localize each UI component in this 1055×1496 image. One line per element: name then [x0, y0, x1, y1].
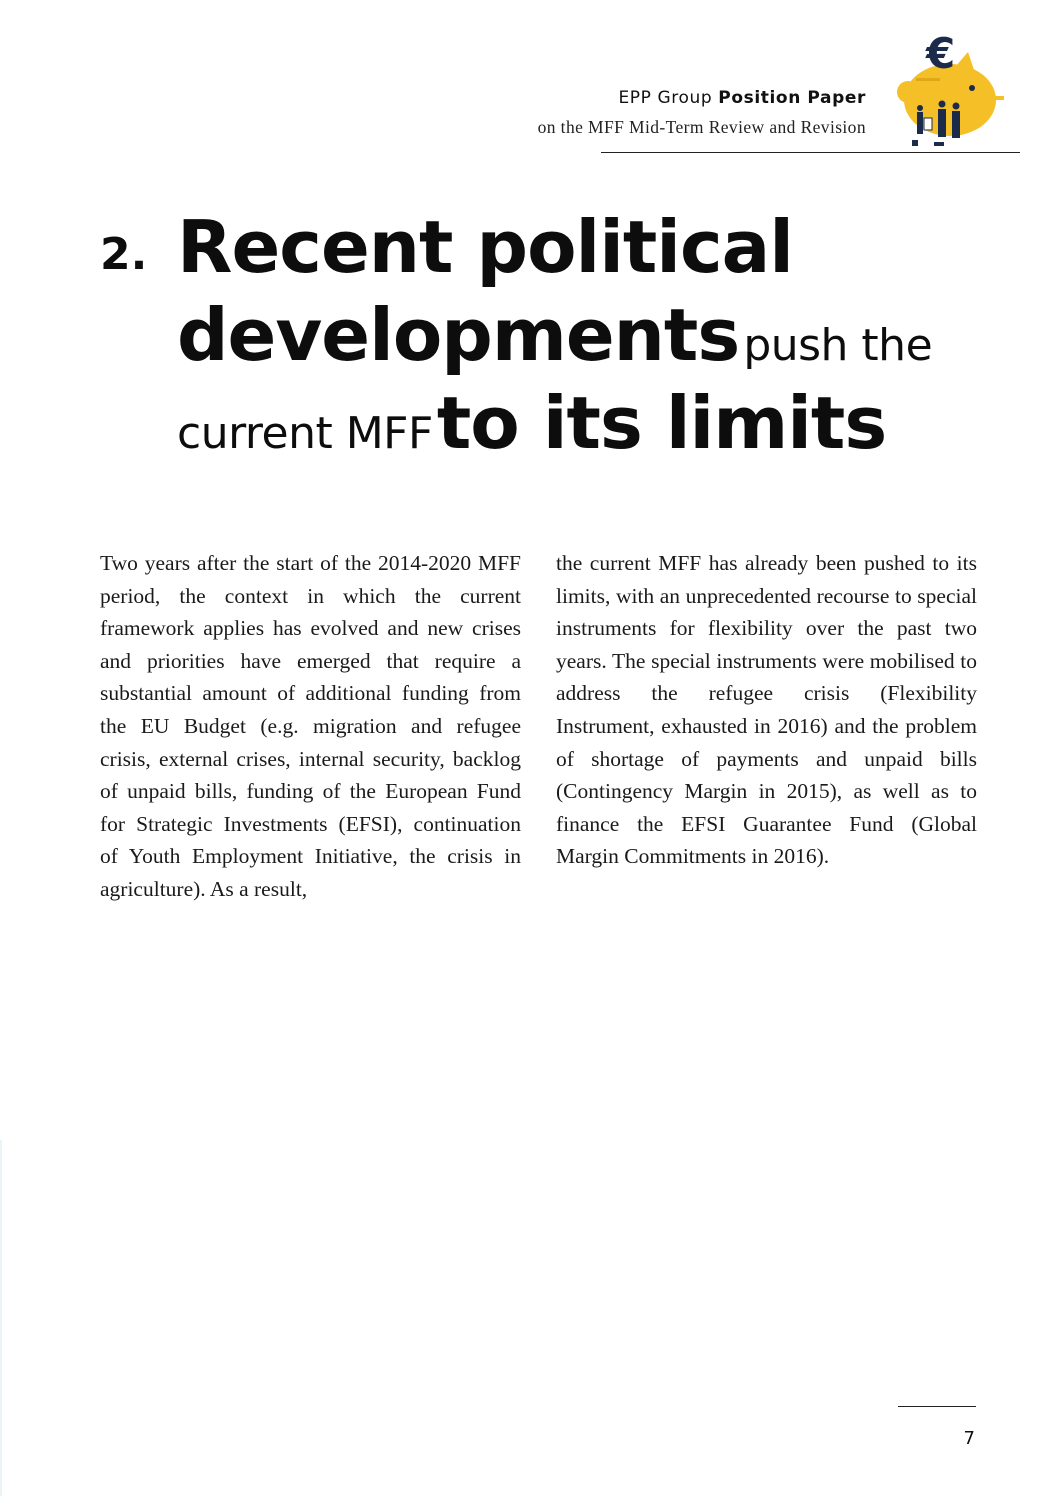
heading-text-3: push the [743, 320, 933, 371]
heading-line-1 [177, 205, 793, 289]
heading-text-4: current MFF [177, 408, 433, 459]
header-org: EPP Group [618, 88, 713, 108]
heading-line-2 [177, 293, 932, 377]
body-column-right: the current MFF has already been pushed to its limits, with an unprecedented recourse to special instruments for flexibility over the past two years. The special instruments were mobilised to address the refugee crisis (Flexibility Instrument, exhausted in 2016) and the problem of shortage of payments and unpaid bills (Contingency Margin in 2015), as well as to finance the EFSI Guarantee Fund (Global Margin Commitments in 2016). [556, 551, 977, 869]
heading-text-5: to its limits [436, 381, 887, 465]
header-subtitle: on the MFF Mid-Term Review and Revision [537, 117, 866, 137]
header-title [618, 88, 866, 108]
heading-text-1: Recent political [177, 205, 793, 289]
euro-piggy-bank-icon [886, 26, 1010, 154]
heading-text-2: developments [177, 293, 740, 377]
heading-line-3 [177, 381, 886, 465]
footer-divider [898, 1406, 976, 1407]
body-column-left: Two years after the start of the 2014-2020 MFF period, the context in which the current framework applies has evolved and new crises and priorities have emerged that require a substantial amount of additional funding from the EU Budget (e.g. migration and refugee crisis, external crises, internal security, backlog of unpaid bills, funding of the European Fund for Strategic Investments (EFSI), continuation of Youth Employment Initiative, the crisis in agriculture). As a result, [100, 551, 521, 901]
page-edge-accent [0, 1140, 2, 1496]
svg-text:€: € [926, 29, 956, 78]
page-number: 7 [963, 1428, 975, 1449]
header-doc-type: Position Paper [718, 88, 866, 108]
section-number: 2. [100, 229, 148, 280]
